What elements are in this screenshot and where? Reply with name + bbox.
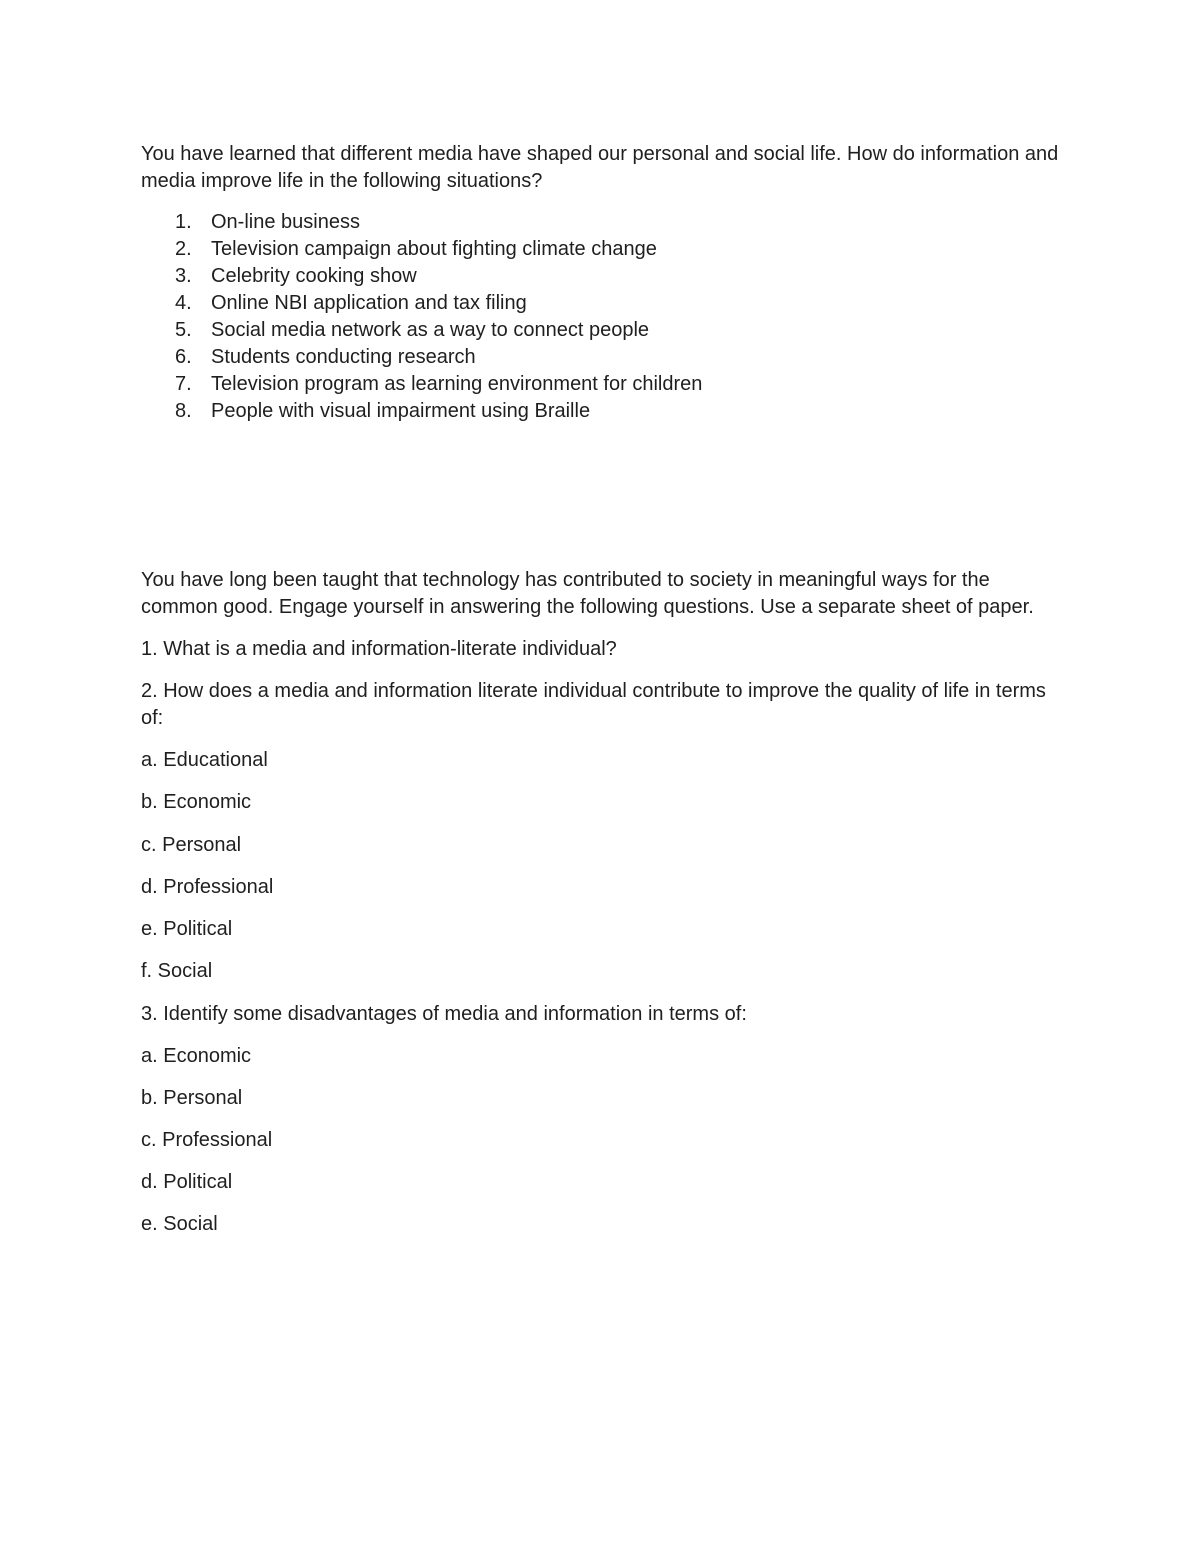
list-item-number: 3.	[175, 265, 192, 287]
question-2-option-a: a. Educational	[141, 749, 268, 771]
list-item-text: People with visual impairment using Braille	[211, 400, 591, 422]
list-item-text: On-line business	[211, 211, 360, 233]
question-2-option-d: d. Professional	[141, 876, 274, 898]
question-2-option-b: b. Economic	[141, 791, 252, 813]
list-item	[141, 263, 1071, 290]
section-technology-questions	[141, 567, 1071, 1238]
question-3-option-b: b. Personal	[141, 1087, 243, 1109]
section-media-situations	[141, 141, 1071, 425]
list-item	[141, 290, 1071, 317]
section2-intro: You have long been taught that technology has contributed to society in meaningful ways for the common good. Engage yourself in answering the following questions. Use a separate sheet of paper.	[141, 569, 1034, 618]
question-3-option-d: d. Political	[141, 1171, 233, 1193]
list-item-number: 6.	[175, 346, 192, 368]
question-3-option-e: e. Social	[141, 1213, 218, 1235]
list-item-number: 2.	[175, 238, 192, 260]
section1-intro: You have learned that different media have shaped our personal and social life. How do information and media improve life in the following situations?	[141, 143, 1059, 192]
list-item	[141, 317, 1071, 344]
question-2-option-c: c. Personal	[141, 834, 242, 856]
list-item-number: 4.	[175, 292, 192, 314]
list-item-text: Social media network as a way to connect people	[211, 319, 650, 341]
list-item-text: Television campaign about fighting climate change	[211, 238, 657, 260]
list-item	[141, 344, 1071, 371]
situations-list	[141, 209, 1071, 425]
list-item	[141, 236, 1071, 263]
list-item-text: Online NBI application and tax filing	[211, 292, 527, 314]
question-3-option-a: a. Economic	[141, 1045, 252, 1067]
list-item	[141, 371, 1071, 398]
list-item-number: 1.	[175, 211, 192, 233]
list-item	[141, 209, 1071, 236]
list-item-text: Celebrity cooking show	[211, 265, 417, 287]
list-item-number: 8.	[175, 400, 192, 422]
list-item-text: Television program as learning environment for children	[211, 373, 703, 395]
question-1: 1. What is a media and information-literate individual?	[141, 638, 617, 660]
list-item-number: 5.	[175, 319, 192, 341]
question-2: 2. How does a media and information literate individual contribute to improve the quality of life in terms of:	[141, 680, 1046, 729]
list-item	[141, 398, 1071, 425]
list-item-number: 7.	[175, 373, 192, 395]
question-3: 3. Identify some disadvantages of media and information in terms of:	[141, 1003, 747, 1025]
question-3-option-c: c. Professional	[141, 1129, 273, 1151]
list-item-text: Students conducting research	[211, 346, 476, 368]
question-2-option-f: f. Social	[141, 960, 213, 982]
question-2-option-e: e. Political	[141, 918, 233, 940]
